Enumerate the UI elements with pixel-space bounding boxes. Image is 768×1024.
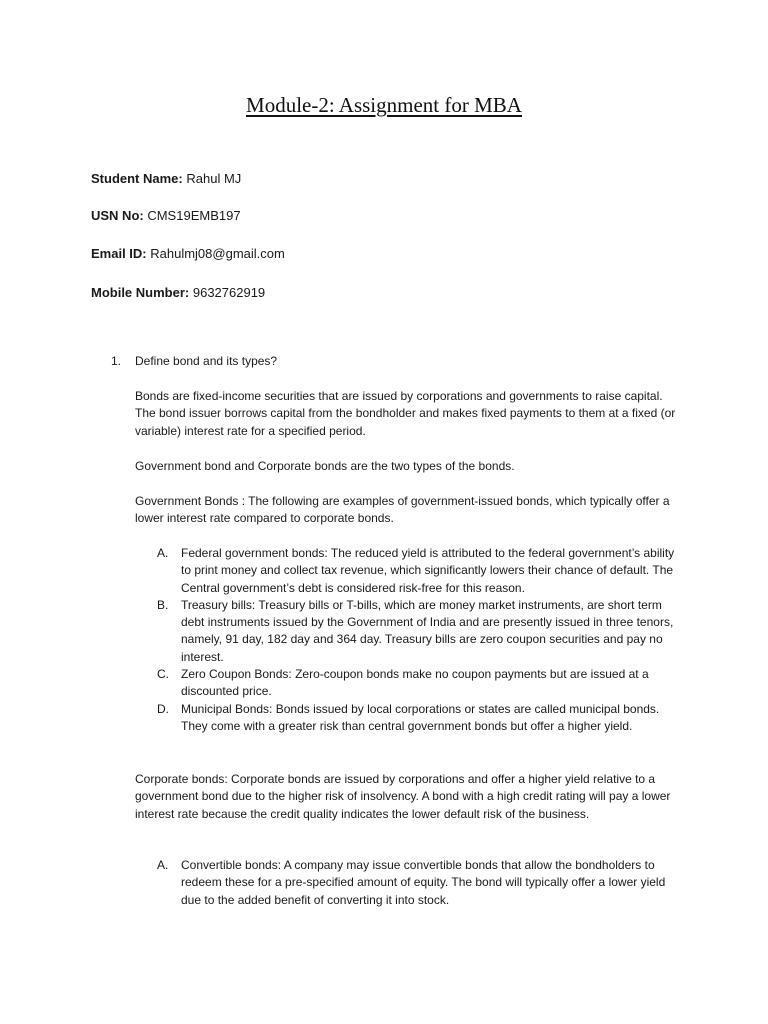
mobile-label: Mobile Number:	[91, 285, 190, 300]
corporate-bonds-paragraph: Corporate bonds: Corporate bonds are issued by corporations and offer a higher yield relative to a government bond due to the higher risk of insolvency. A bond with a high credit rating will pay a lower interest rate because the credit quality indicates the lower default risk of the business.	[135, 772, 671, 821]
mobile-value: 9632762919	[192, 285, 266, 300]
mobile-line	[91, 285, 265, 301]
list-item	[157, 701, 677, 736]
student-name-line	[91, 171, 241, 187]
list-item-letter: B.	[157, 597, 169, 612]
list-item-text: Municipal Bonds: Bonds issued by local corporations or states are called municipal bonds. They come with a greater risk than central government bonds but offer a higher yield.	[181, 701, 660, 733]
email-value: Rahulmj08@gmail.com	[150, 246, 285, 261]
student-name-label: Student Name:	[91, 171, 183, 186]
list-item-text: Treasury bills: Treasury bills or T-bills, which are money market instruments, are short term debt instruments issued by the Government of India and are presently issued in three tenors, namely, 91 day, 182 day and 364 day. Treasury bills are zero coupon securities and pay no interest.	[181, 597, 674, 664]
list-item-letter: C.	[157, 667, 169, 682]
list-item	[157, 666, 677, 701]
list-item-text: Federal government bonds: The reduced yield is attributed to the federal government’s ability to print money and collect tax revenue, which significantly lowers their chance of default. The Central government’s debt is considered risk-free for this reason.	[181, 546, 675, 595]
bond-types-paragraph: Government bond and Corporate bonds are the two types of the bonds.	[135, 459, 515, 473]
email-line	[91, 246, 285, 262]
document-title: Module-2: Assignment for MBA	[246, 93, 522, 117]
question-text: Define bond and its types?	[135, 354, 278, 368]
list-item-text: Convertible bonds: A company may issue convertible bonds that allow the bondholders to redeem these for a pre-specified amount of equity. The bond will typically offer a lower yield due to the added benefit of converting it into stock.	[181, 858, 666, 907]
usn-line	[91, 208, 241, 224]
list-item-letter: A.	[157, 858, 169, 872]
usn-label: USN No:	[91, 208, 144, 223]
list-item	[157, 545, 677, 597]
question-1	[111, 353, 277, 369]
government-bonds-list	[157, 545, 677, 735]
list-item	[157, 597, 677, 666]
list-item	[157, 857, 677, 909]
government-bonds-paragraph: Government Bonds : The following are examples of government-issued bonds, which typically offer a lower interest rate compared to corporate bonds.	[135, 494, 670, 526]
email-label: Email ID:	[91, 246, 147, 261]
student-name-value: Rahul MJ	[186, 171, 242, 186]
list-item-letter: A.	[157, 546, 169, 560]
list-item-text: Zero Coupon Bonds: Zero-coupon bonds make no coupon payments but are issued at a discounted price.	[181, 667, 649, 699]
list-item-letter: D.	[157, 701, 169, 716]
corporate-bonds-list	[157, 857, 677, 909]
bond-definition-paragraph: Bonds are fixed-income securities that are issued by corporations and governments to raise capital. The bond issuer borrows capital from the bondholder and makes fixed payments to them at a fixed (or variable) interest rate for a specified period.	[135, 389, 676, 438]
usn-value: CMS19EMB197	[147, 208, 241, 223]
question-number: 1.	[111, 354, 122, 368]
